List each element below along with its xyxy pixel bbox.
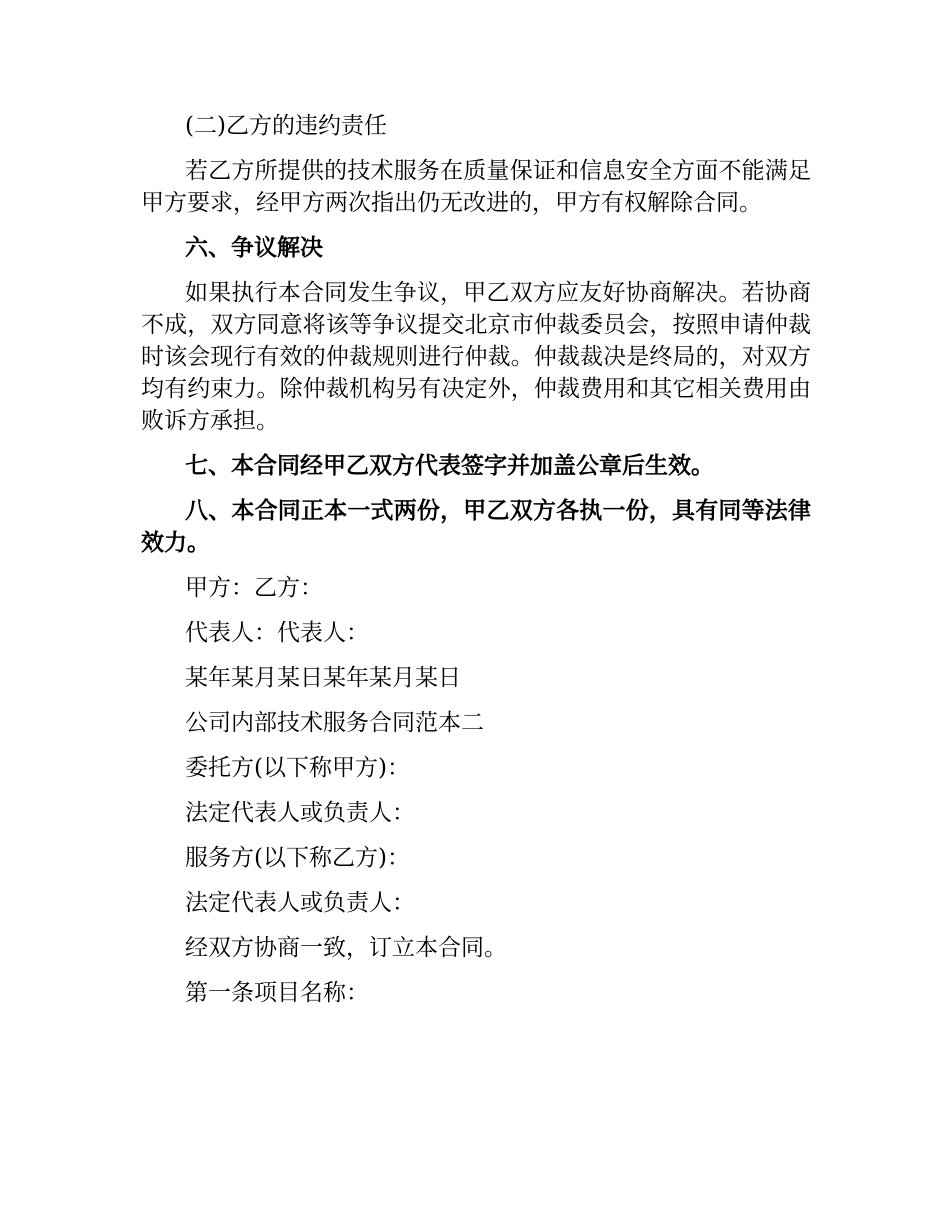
field-service-legal-representative: 法定代表人或负责人： bbox=[185, 890, 415, 916]
section-heading-dispute-resolution: 六、争议解决 bbox=[185, 234, 323, 261]
section-heading-copies: 八、本合同正本一式两份，甲乙双方各执一份，具有同等法律效力。 bbox=[141, 497, 811, 556]
section-heading-effectiveness: 七、本合同经甲乙双方代表签字并加盖公章后生效。 bbox=[185, 452, 714, 479]
field-client-legal-representative: 法定代表人或负责人： bbox=[185, 800, 415, 826]
paragraph-dispute-resolution: 如果执行本合同发生争议，甲乙双方应友好协商解决。若协商不成，双方同意将该等争议提交北京市仲裁委员会，按照申请仲裁时该会现行有效的仲裁规则进行仲裁。仲裁裁决是终局的，对双方均有约束力。除仲裁机构另有决定外，仲裁费用和其它相关费用由败诉方承担。 bbox=[141, 280, 811, 434]
section-subheading-party-b-liability: (二)乙方的违约责任 bbox=[185, 113, 387, 139]
signature-line-representatives: 代表人：代表人： bbox=[185, 620, 369, 646]
field-service-party: 服务方(以下称乙方)： bbox=[185, 845, 410, 871]
document-title-template-two: 公司内部技术服务合同范本二 bbox=[185, 710, 484, 736]
paragraph-agreement-statement: 经双方协商一致，订立本合同。 bbox=[185, 935, 507, 961]
paragraph-party-b-liability: 若乙方所提供的技术服务在质量保证和信息安全方面不能满足甲方要求，经甲方两次指出仍无改进的，甲方有权解除合同。 bbox=[141, 158, 811, 216]
article-one-project-name: 第一条项目名称： bbox=[185, 980, 369, 1006]
signature-line-parties: 甲方：乙方： bbox=[185, 575, 323, 601]
signature-line-dates: 某年某月某日某年某月某日 bbox=[185, 665, 461, 691]
field-client-party: 委托方(以下称甲方)： bbox=[185, 755, 410, 781]
document-body bbox=[141, 110, 811, 1022]
